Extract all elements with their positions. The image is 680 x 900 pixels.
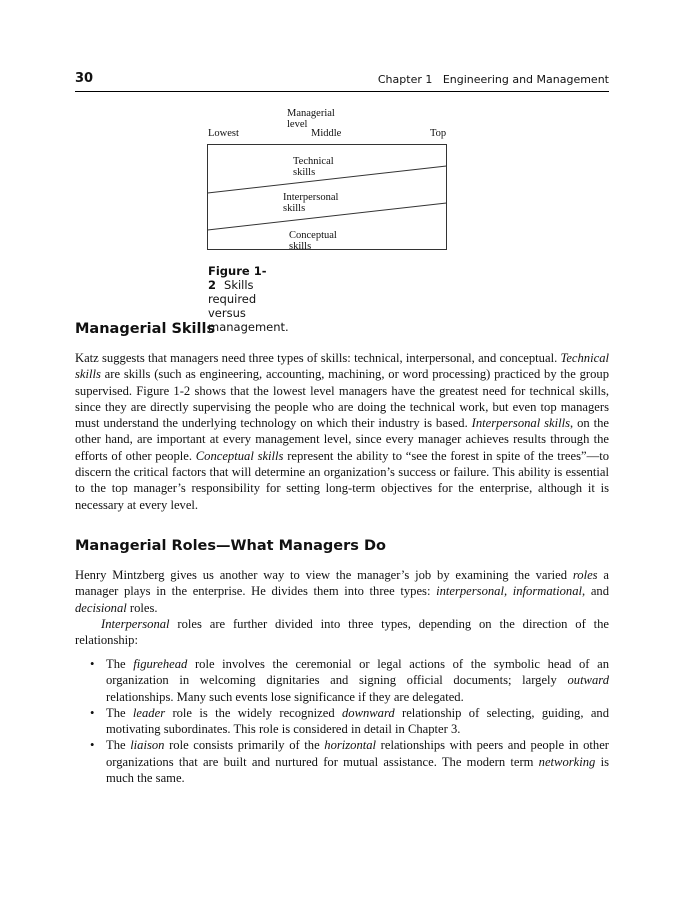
figure-caption: [208, 264, 289, 334]
paragraph-interpersonal-roles: Interpersonal roles are further divided into three types, depending on the direction of the relationship:: [75, 617, 609, 648]
label-technical-skills: Technical skills: [293, 156, 334, 178]
heading-managerial-skills: Managerial Skills: [75, 321, 216, 337]
page-number: 30: [75, 71, 94, 86]
axis-label-top: Top: [430, 128, 447, 139]
skills-diagram-box: [0, 0, 680, 300]
heading-managerial-roles: Managerial Roles—What Managers Do: [75, 538, 386, 554]
axis-label-middle: Middle: [311, 128, 342, 139]
running-head: Chapter 1 Engineering and Management: [377, 73, 609, 86]
axis-label-lowest: Lowest: [208, 128, 239, 139]
paragraph-mintzberg: Henry Mintzberg gives us another way to view the manager’s job by examining the varied roles a manager plays in the enterprise. He divides them into three types: interpersonal, informational, and decisional roles.: [75, 568, 610, 615]
caption-text: Skills required versus management.: [208, 278, 289, 334]
roles-bullet-list: [75, 656, 609, 786]
paragraph-managerial-skills: Katz suggests that managers need three types of skills: technical, interpersonal, and conceptual. Technical skills are skills (such as engineering, accounting, machining, or word processing) practiced by the group supervised. Figure 1-2 shows that the lowest level managers have the greatest need for technical skills, since they are directly supervising the people who are doing the technical work, but even top managers must understand the underlying technology on which their industry is based. Interpersonal skills, on the other hand, are important at every management level, since every manager achieves results through the efforts of other people. Conceptual skills represent the ability to “see the forest in spite of the trees”—to discern the critical factors that will determine an organization’s success or failure. This ability is essential to the top manager’s responsibility for setting long-term objectives for the enterprise, although it is necessary at every level.: [75, 351, 609, 512]
label-conceptual-skills: Conceptual skills: [289, 230, 337, 252]
axis-title: Managerial level: [287, 108, 335, 130]
list-item-leader: • The leader role is the widely recognized downward relationship of selecting, guiding, and motivating subordinates. This role is considered in detail in Chapter 3.: [90, 705, 609, 737]
label-interpersonal-skills: Interpersonal skills: [283, 192, 339, 214]
list-item-liaison: • The liaison role consists primarily of the horizontal relationships with peers and people in other organizations that are built and nurtured for mutual assistance. The modern term networking is much the same.: [90, 738, 609, 786]
list-item-figurehead: • The figurehead role involves the ceremonial or legal actions of the symbolic head of an organization in welcoming dignitaries and signing official documents; largely outward relationships. Many such events lose significance if they are delegated.: [90, 657, 609, 704]
caption-label: Figure 1-2: [208, 264, 267, 292]
